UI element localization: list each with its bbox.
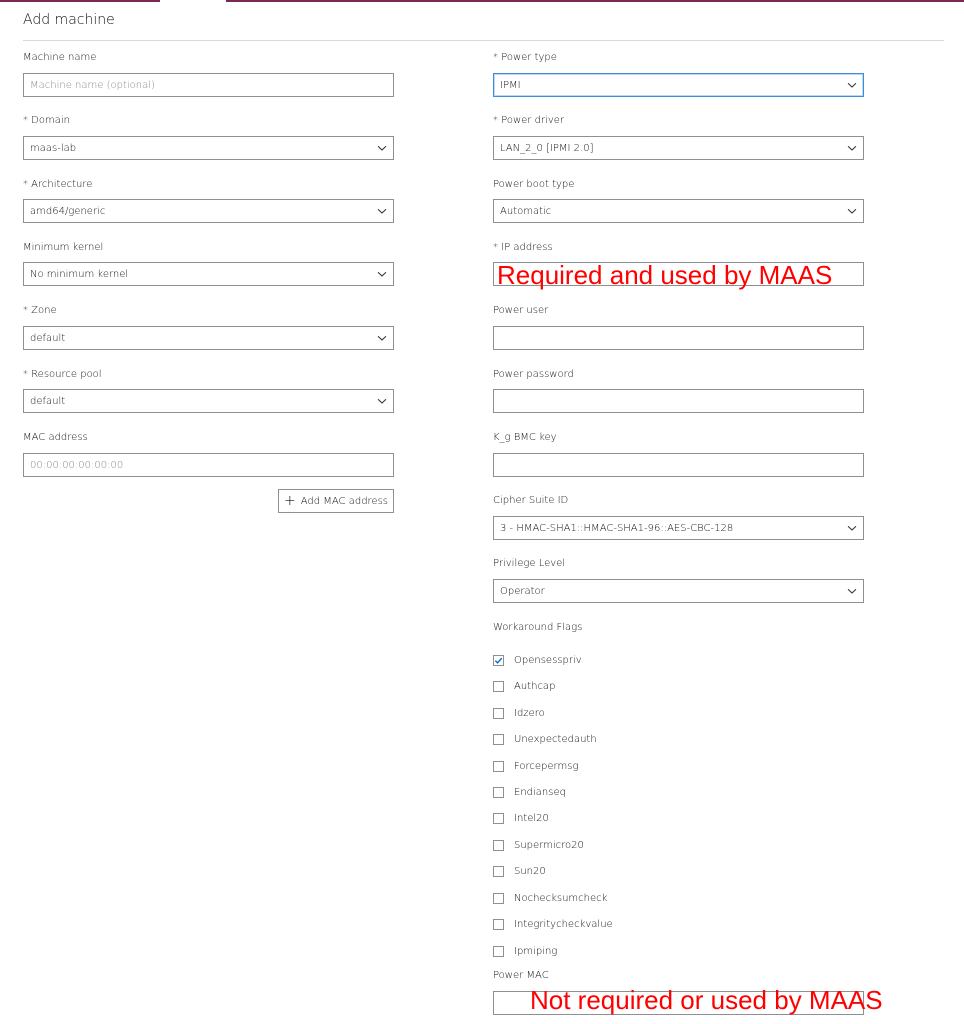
checkbox[interactable] — [493, 840, 504, 851]
workaround-flag-sun20[interactable] — [493, 864, 546, 878]
chevron-down-icon — [847, 80, 857, 90]
checkbox-label: Forcepermsg — [514, 760, 579, 772]
power-type-value: IPMI — [500, 79, 521, 91]
power-boot-type-label: Power boot type — [493, 179, 575, 190]
zone-value: default — [30, 332, 66, 344]
checkbox[interactable] — [493, 813, 504, 824]
chevron-down-icon — [847, 586, 857, 596]
architecture-label: * Architecture — [23, 179, 93, 190]
chevron-down-icon — [377, 269, 387, 279]
checkmark-icon — [494, 656, 503, 665]
checkbox-label: Opensesspriv — [514, 654, 582, 666]
checkbox-label: Authcap — [514, 680, 556, 692]
resource-pool-value: default — [30, 395, 66, 407]
zone-select[interactable] — [23, 326, 394, 350]
workaround-flag-forcepermsg[interactable] — [493, 759, 578, 773]
resource-pool-select[interactable] — [23, 389, 394, 413]
machine-name-input[interactable] — [23, 73, 394, 97]
checkbox[interactable] — [493, 893, 504, 904]
power-driver-value: LAN_2_0 [IPMI 2.0] — [500, 142, 594, 154]
workaround-flag-authcap[interactable] — [493, 679, 555, 693]
chevron-down-icon — [847, 523, 857, 533]
power-mac-label: Power MAC — [493, 970, 549, 981]
workaround-flag-integritycheckvalue[interactable] — [493, 917, 613, 931]
workaround-flag-opensesspriv[interactable] — [493, 653, 582, 667]
chevron-down-icon — [377, 206, 387, 216]
checkbox-label: Supermicro20 — [514, 839, 584, 851]
checkbox-label: Nochecksumcheck — [514, 892, 608, 904]
chevron-down-icon — [377, 396, 387, 406]
power-password-label: Power password — [493, 369, 574, 380]
chevron-down-icon — [377, 333, 387, 343]
workaround-flags-label: Workaround Flags — [493, 622, 583, 633]
power-password-input[interactable] — [493, 389, 864, 413]
domain-value: maas-lab — [30, 142, 77, 154]
workaround-flag-ipmiping[interactable] — [493, 944, 557, 958]
checkbox[interactable] — [493, 866, 504, 877]
minimum-kernel-value: No minimum kernel — [30, 268, 129, 280]
mac-address-input[interactable] — [23, 453, 394, 477]
checkbox-label: Unexpectedauth — [514, 733, 597, 745]
power-driver-select[interactable] — [493, 136, 864, 160]
power-boot-type-select[interactable] — [493, 199, 864, 223]
domain-select[interactable] — [23, 136, 394, 160]
add-mac-address-button[interactable] — [278, 489, 394, 513]
checkbox-label: Idzero — [514, 707, 545, 719]
privilege-level-select[interactable] — [493, 579, 864, 603]
zone-label: * Zone — [23, 305, 57, 316]
add-mac-address-label: Add MAC address — [300, 495, 388, 507]
minimum-kernel-label: Minimum kernel — [23, 242, 104, 253]
chevron-down-icon — [377, 143, 387, 153]
checkbox-label: Intel20 — [514, 812, 549, 824]
privilege-level-label: Privilege Level — [493, 558, 566, 569]
mac-address-label: MAC address — [23, 432, 88, 443]
checkbox[interactable] — [493, 919, 504, 930]
workaround-flag-unexpectedauth[interactable] — [493, 732, 597, 746]
checkbox-label: Endianseq — [514, 786, 566, 798]
machine-name-label: Machine name — [23, 52, 97, 63]
chevron-down-icon — [847, 143, 857, 153]
checkbox[interactable] — [493, 734, 504, 745]
top-accent-bar — [0, 0, 160, 2]
power-driver-label: * Power driver — [493, 115, 565, 126]
resource-pool-label: * Resource pool — [23, 369, 102, 380]
top-accent-bar — [226, 0, 964, 2]
plus-icon: + — [283, 493, 296, 509]
architecture-value: amd64/generic — [30, 205, 106, 217]
workaround-flag-endianseq[interactable] — [493, 785, 566, 799]
power-mac-annotation: Not required or used by MAAS — [530, 985, 883, 1015]
checkbox[interactable] — [493, 946, 504, 957]
checkbox-label: Ipmiping — [514, 945, 558, 957]
kg-bmc-key-label: K_g BMC key — [493, 432, 557, 443]
checkbox[interactable] — [493, 708, 504, 719]
power-type-select[interactable] — [493, 73, 864, 97]
architecture-select[interactable] — [23, 199, 394, 223]
workaround-flag-supermicro20[interactable] — [493, 838, 584, 852]
cipher-suite-value: 3 - HMAC-SHA1::HMAC-SHA1-96::AES-CBC-128 — [500, 522, 734, 534]
title-divider — [23, 40, 944, 41]
cipher-suite-label: Cipher Suite ID — [493, 495, 569, 506]
page-title: Add machine — [23, 12, 115, 28]
chevron-down-icon — [847, 206, 857, 216]
cipher-suite-select[interactable] — [493, 516, 864, 540]
checkbox[interactable] — [493, 787, 504, 798]
checkbox[interactable] — [493, 655, 504, 666]
workaround-flag-intel20[interactable] — [493, 811, 549, 825]
domain-label: * Domain — [23, 115, 70, 126]
ip-address-annotation: Required and used by MAAS — [497, 260, 833, 290]
power-type-label: * Power type — [493, 52, 557, 63]
checkbox-label: Integritycheckvalue — [514, 918, 613, 930]
checkbox[interactable] — [493, 681, 504, 692]
power-user-label: Power user — [493, 305, 549, 316]
checkbox-label: Sun20 — [514, 865, 546, 877]
workaround-flag-idzero[interactable] — [493, 706, 545, 720]
minimum-kernel-select[interactable] — [23, 262, 394, 286]
privilege-level-value: Operator — [500, 585, 545, 597]
workaround-flag-nochecksumcheck[interactable] — [493, 891, 607, 905]
power-user-input[interactable] — [493, 326, 864, 350]
checkbox[interactable] — [493, 761, 504, 772]
power-boot-type-value: Automatic — [500, 205, 552, 217]
ip-address-label: * IP address — [493, 242, 553, 253]
kg-bmc-key-input[interactable] — [493, 453, 864, 477]
